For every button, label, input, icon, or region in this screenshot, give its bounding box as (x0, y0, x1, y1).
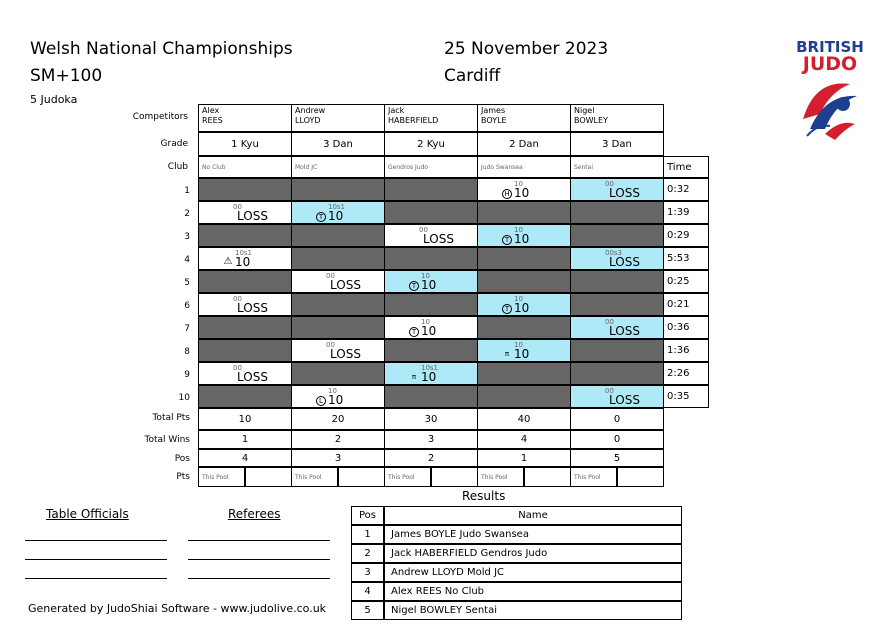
this-pool-cell: This Pool (570, 467, 617, 487)
technique-icon: π (411, 372, 417, 381)
match-score: 10 (421, 272, 430, 280)
results-pos: 3 (351, 563, 384, 582)
match-result (423, 232, 454, 246)
competitor-name-cell (570, 104, 664, 132)
match-cell (477, 293, 571, 316)
match-result (609, 255, 640, 269)
competitor-club: No Club (198, 156, 292, 178)
event-date: 25 November 2023 (444, 39, 609, 59)
match-result-text: LOSS (609, 393, 640, 407)
match-cell (570, 224, 664, 247)
match-result (330, 347, 361, 361)
match-time: 1:36 (663, 339, 709, 362)
match-cell (477, 224, 571, 247)
match-cell (291, 247, 385, 270)
position-cell: 3 (291, 449, 385, 467)
match-number: 6 (184, 301, 190, 311)
pool-points-cell (431, 467, 478, 487)
pool-points-cell (338, 467, 385, 487)
match-score: 10s1 (421, 364, 439, 372)
match-number: 10 (178, 393, 190, 403)
match-cell (291, 270, 385, 293)
technique-icon: T (316, 212, 326, 222)
match-cell (477, 178, 571, 201)
match-number: 4 (184, 255, 190, 265)
results-name: Alex REES No Club (384, 582, 682, 601)
match-time: 1:39 (663, 201, 709, 224)
match-result-text: 10 (235, 255, 251, 269)
results-pos-header: Pos (351, 506, 384, 525)
match-result-text: 10 (514, 347, 530, 361)
technique-icon: T (502, 235, 512, 245)
this-pool-cell: This Pool (384, 467, 431, 487)
match-cell (570, 270, 664, 293)
competitor-name-cell (384, 104, 478, 132)
match-cell (570, 385, 664, 408)
competitor-name-cell (291, 104, 385, 132)
match-result-text: LOSS (237, 370, 268, 384)
match-cell (477, 316, 571, 339)
pool-points-cell (524, 467, 571, 487)
match-result-text: 10 (328, 393, 344, 407)
pool-points-cell (617, 467, 664, 487)
match-cell (198, 201, 292, 224)
match-result-text: LOSS (330, 347, 361, 361)
technique-icon: ⚠ (223, 255, 233, 267)
match-cell (570, 201, 664, 224)
match-cell (198, 316, 292, 339)
total-points-label: Total Pts (152, 413, 190, 423)
match-cell (570, 362, 664, 385)
match-cell (384, 316, 478, 339)
match-cell (570, 247, 664, 270)
match-cell (198, 362, 292, 385)
logo-text-bottom: JUDO (802, 53, 858, 75)
competitor-club: Mold JC (291, 156, 385, 178)
match-score: 00 (326, 272, 335, 280)
match-cell (570, 293, 664, 316)
match-cell (477, 201, 571, 224)
competitor-last-name: LLOYD (295, 116, 321, 125)
position-cell: 2 (384, 449, 478, 467)
match-result (237, 370, 268, 384)
match-cell (198, 247, 292, 270)
match-score: 00 (419, 226, 428, 234)
match-score: 00 (605, 180, 614, 188)
this-pool-cell: This Pool (198, 467, 245, 487)
technique-icon: T (409, 327, 419, 337)
technique-icon: T (409, 281, 419, 291)
footer-credit: Generated by JudoShiai Software - www.judolive.co.uk (28, 602, 327, 615)
technique-icon: H (502, 189, 512, 199)
label-grade: Grade (160, 139, 188, 149)
match-cell (291, 339, 385, 362)
results-pos: 4 (351, 582, 384, 601)
competitor-last-name: BOWLEY (574, 116, 608, 125)
match-cell (384, 247, 478, 270)
total-wins-label: Total Wins (144, 435, 190, 445)
match-result (409, 370, 436, 384)
position-cell: 1 (477, 449, 571, 467)
match-cell (384, 339, 478, 362)
label-competitors: Competitors (132, 112, 188, 122)
competitor-grade: 1 Kyu (198, 132, 292, 156)
british-judo-logo (795, 40, 865, 150)
event-title: Welsh National Championships (30, 39, 293, 59)
match-time: 2:26 (663, 362, 709, 385)
results-name: Nigel BOWLEY Sentai (384, 601, 682, 620)
results-name: Andrew LLOYD Mold JC (384, 563, 682, 582)
match-score: 00 (233, 295, 242, 303)
match-cell (198, 224, 292, 247)
match-score: 10 (514, 295, 523, 303)
match-time: 0:36 (663, 316, 709, 339)
competitor-first-name: Nigel (574, 106, 595, 115)
match-result-text: LOSS (609, 186, 640, 200)
results-name: Jack HABERFIELD Gendros Judo (384, 544, 682, 563)
match-cell (291, 362, 385, 385)
match-result-text: 10 (421, 370, 437, 384)
total-points-cell: 20 (291, 408, 385, 430)
match-result-text: 10 (514, 301, 530, 315)
results-pos: 5 (351, 601, 384, 620)
match-number: 2 (184, 209, 190, 219)
this-pool-cell: This Pool (477, 467, 524, 487)
match-score: 00 (233, 203, 242, 211)
match-result-text: 10 (421, 278, 437, 292)
match-result (409, 324, 436, 338)
match-score: 00 (233, 364, 242, 372)
results-pos: 2 (351, 544, 384, 563)
match-cell (384, 178, 478, 201)
match-time: 0:35 (663, 385, 709, 408)
judoka-count: 5 Judoka (30, 93, 78, 106)
match-result (237, 301, 268, 315)
match-cell (384, 362, 478, 385)
match-score: 10 (421, 318, 430, 326)
match-result (502, 301, 529, 315)
match-cell (384, 270, 478, 293)
match-cell (477, 247, 571, 270)
match-cell (198, 339, 292, 362)
match-result-text: 10 (328, 209, 344, 223)
match-cell (198, 385, 292, 408)
match-result (316, 393, 343, 407)
match-cell (384, 293, 478, 316)
competitor-club: Sentai (570, 156, 664, 178)
match-result (409, 278, 436, 292)
match-cell (477, 339, 571, 362)
match-time: 0:21 (663, 293, 709, 316)
match-time: 0:25 (663, 270, 709, 293)
technique-icon: π (504, 349, 510, 358)
match-score: 00 (605, 318, 614, 326)
competitor-last-name: REES (202, 116, 223, 125)
event-venue: Cardiff (444, 66, 501, 86)
label-club: Club (167, 162, 188, 172)
position-cell: 4 (198, 449, 292, 467)
match-cell (570, 178, 664, 201)
match-score: 10 (328, 387, 337, 395)
competitor-club: Gendros Judo (384, 156, 478, 178)
time-header: Time (663, 156, 709, 178)
match-result-text: LOSS (423, 232, 454, 246)
match-result (502, 232, 529, 246)
total-wins-cell: 3 (384, 430, 478, 449)
competitor-first-name: James (481, 106, 506, 115)
total-points-cell: 30 (384, 408, 478, 430)
match-cell (291, 224, 385, 247)
competitor-grade: 2 Dan (477, 132, 571, 156)
match-number: 8 (184, 347, 190, 357)
match-cell (198, 178, 292, 201)
competitor-grade: 2 Kyu (384, 132, 478, 156)
match-cell (384, 201, 478, 224)
this-pool-cell: This Pool (291, 467, 338, 487)
match-score: 00s3 (605, 249, 623, 257)
match-cell (384, 224, 478, 247)
competitor-first-name: Alex (202, 106, 220, 115)
total-wins-cell: 4 (477, 430, 571, 449)
competitor-grade: 3 Dan (291, 132, 385, 156)
match-score: 00 (326, 341, 335, 349)
judoka-emblem-icon (795, 74, 865, 146)
signature-line (25, 559, 167, 560)
results-name-header: Name (384, 506, 682, 525)
match-cell (291, 293, 385, 316)
match-number: 7 (184, 324, 190, 334)
match-result-text: LOSS (609, 324, 640, 338)
results-pos: 1 (351, 525, 384, 544)
match-score: 10s1 (328, 203, 346, 211)
total-wins-cell: 0 (570, 430, 664, 449)
signature-line (188, 540, 330, 541)
match-score: 10 (514, 180, 523, 188)
signature-line (25, 578, 167, 579)
match-cell (291, 201, 385, 224)
signature-line (25, 540, 167, 541)
match-cell (291, 385, 385, 408)
match-cell (477, 385, 571, 408)
position-cell: 5 (570, 449, 664, 467)
match-result (223, 255, 250, 269)
match-result (609, 324, 640, 338)
technique-icon: L (316, 396, 326, 406)
competitor-name-cell (477, 104, 571, 132)
competitor-last-name: HABERFIELD (388, 116, 439, 125)
match-cell (477, 362, 571, 385)
total-points-cell: 0 (570, 408, 664, 430)
match-cell (198, 270, 292, 293)
competitor-club: Judo Swansea (477, 156, 571, 178)
match-result (502, 186, 529, 200)
competitor-first-name: Jack (388, 106, 405, 115)
results-title: Results (462, 489, 506, 503)
match-time: 5:53 (663, 247, 709, 270)
match-time: 0:32 (663, 178, 709, 201)
match-number: 3 (184, 232, 190, 242)
match-cell (198, 293, 292, 316)
referees-label: Referees (228, 507, 281, 521)
match-result (609, 186, 640, 200)
pts-label: Pts (176, 472, 190, 482)
match-result (502, 347, 529, 361)
total-wins-cell: 2 (291, 430, 385, 449)
match-cell (477, 270, 571, 293)
match-time: 0:29 (663, 224, 709, 247)
match-result-text: LOSS (609, 255, 640, 269)
match-cell (570, 339, 664, 362)
table-officials-label: Table Officials (46, 507, 129, 521)
total-wins-cell: 1 (198, 430, 292, 449)
position-label: Pos (174, 454, 190, 464)
match-number: 1 (184, 186, 190, 196)
pool-points-cell (245, 467, 292, 487)
total-points-cell: 10 (198, 408, 292, 430)
competitor-grade: 3 Dan (570, 132, 664, 156)
match-cell (570, 316, 664, 339)
signature-line (188, 578, 330, 579)
match-score: 10s1 (235, 249, 253, 257)
match-cell (291, 316, 385, 339)
match-score: 00 (605, 387, 614, 395)
signature-line (188, 559, 330, 560)
match-cell (291, 178, 385, 201)
competitor-first-name: Andrew (295, 106, 326, 115)
technique-icon: T (502, 304, 512, 314)
logo-text-top: BRITISH (796, 38, 864, 56)
competitor-last-name: BOYLE (481, 116, 507, 125)
match-result-text: 10 (514, 232, 530, 246)
match-result-text: LOSS (237, 209, 268, 223)
category-title: SM+100 (30, 66, 103, 86)
match-result-text: LOSS (237, 301, 268, 315)
match-score: 10 (514, 341, 523, 349)
match-cell (384, 385, 478, 408)
results-name: James BOYLE Judo Swansea (384, 525, 682, 544)
match-result (609, 393, 640, 407)
match-number: 5 (184, 278, 190, 288)
match-result (330, 278, 361, 292)
match-result-text: 10 (421, 324, 437, 338)
total-points-cell: 40 (477, 408, 571, 430)
match-result (316, 209, 343, 223)
match-score: 10 (514, 226, 523, 234)
match-number: 9 (184, 370, 190, 380)
competitor-name-cell (198, 104, 292, 132)
match-result-text: 10 (514, 186, 530, 200)
match-result-text: LOSS (330, 278, 361, 292)
match-result (237, 209, 268, 223)
